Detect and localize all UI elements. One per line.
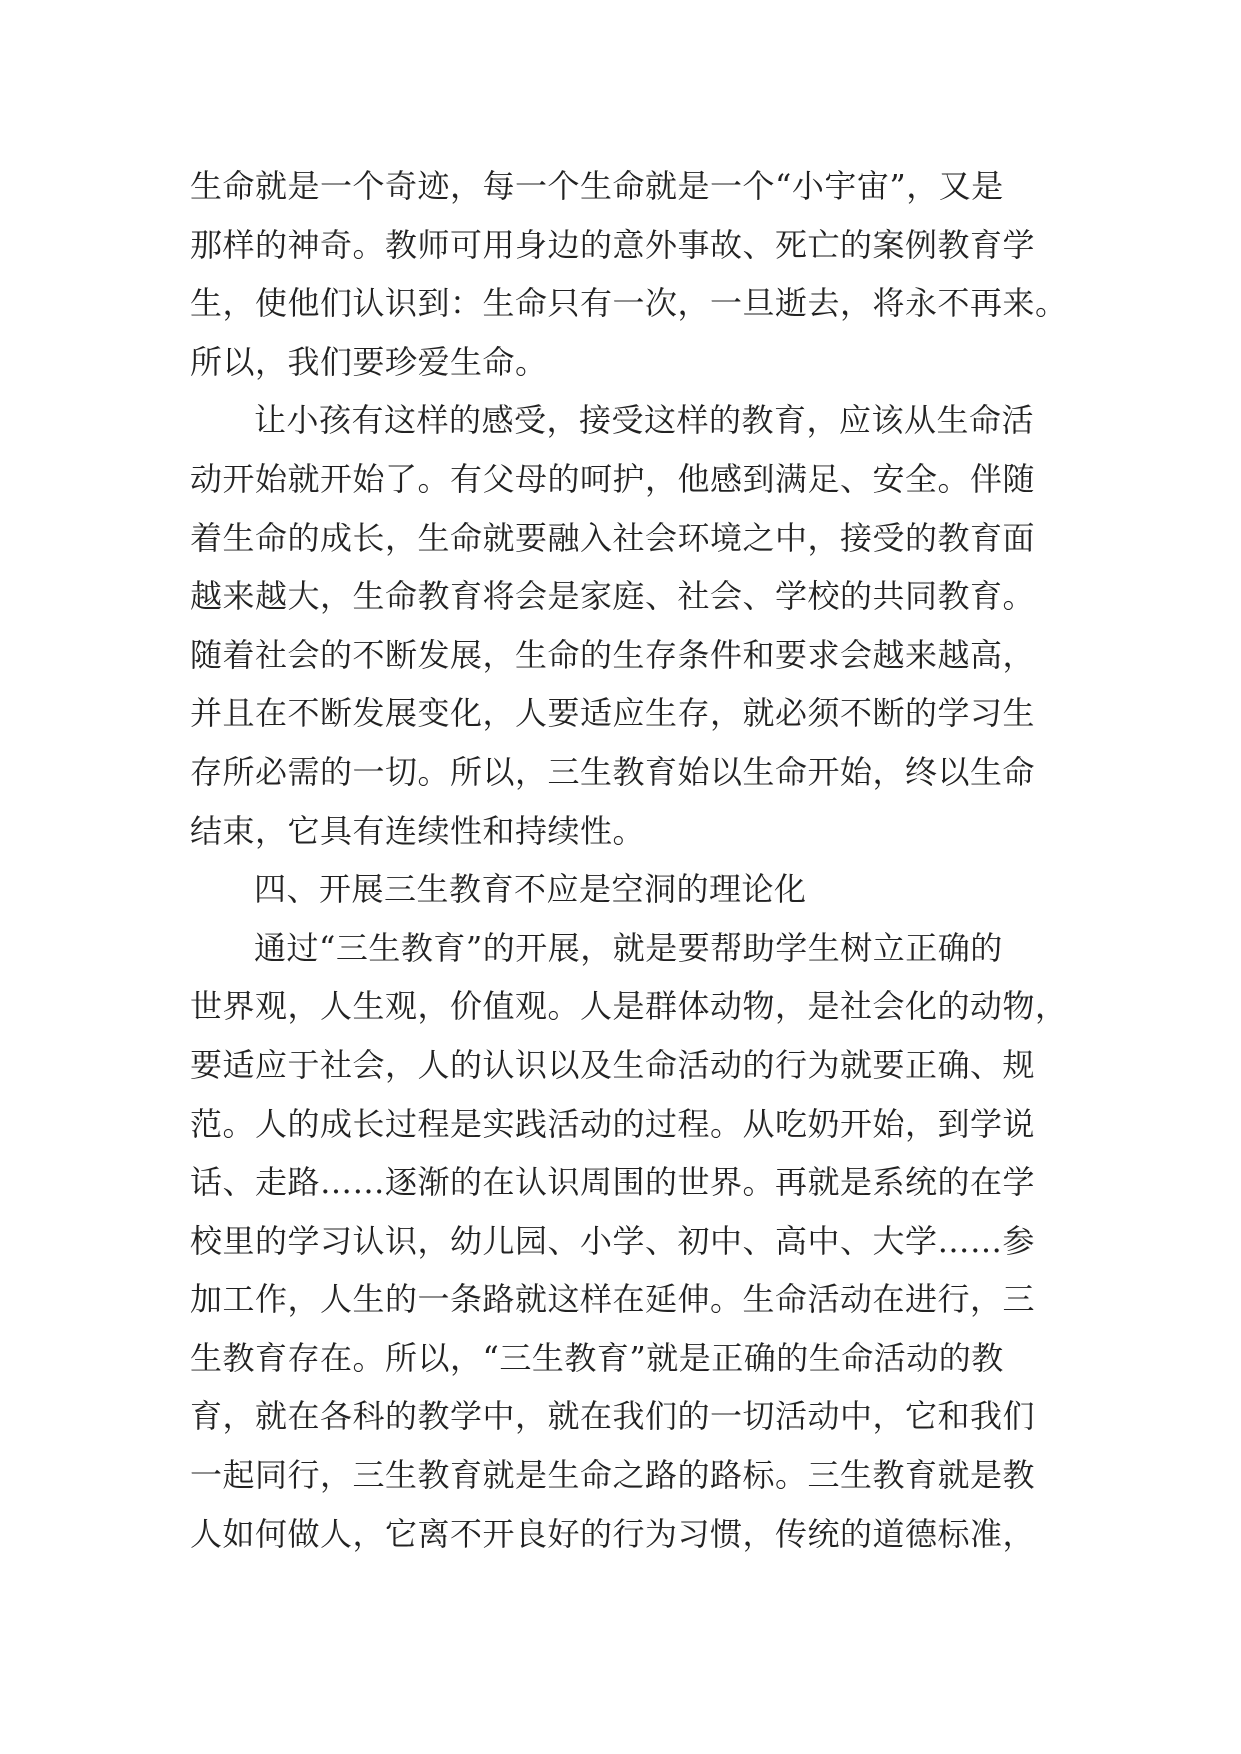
text-line: 随着社会的不断发展，生命的生存条件和要求会越来越高， bbox=[190, 635, 1036, 674]
body-text bbox=[190, 157, 1110, 1563]
text-line: 生，使他们认识到：生命只有一次，一旦逝去，将永不再来。 bbox=[190, 284, 1068, 323]
text-line: 话、走路……逐渐的在认识周围的世界。再就是系统的在学 bbox=[190, 1163, 1036, 1202]
text-line: 范。人的成长过程是实践活动的过程。从吃奶开始，到学说 bbox=[190, 1104, 1036, 1143]
text-line: 一起同行，三生教育就是生命之路的路标。三生教育就是教 bbox=[190, 1456, 1036, 1495]
text-line: 所以，我们要珍爱生命。 bbox=[190, 342, 548, 381]
text-line: 世界观，人生观，价值观。人是群体动物，是社会化的动物， bbox=[190, 987, 1068, 1026]
text-line: 并且在不断发展变化，人要适应生存，就必须不断的学习生 bbox=[190, 694, 1036, 733]
text-line: 那样的神奇。教师可用身边的意外事故、死亡的案例教育学 bbox=[190, 225, 1036, 264]
text-line: 人如何做人，它离不开良好的行为习惯，传统的道德标准， bbox=[190, 1514, 1036, 1553]
text-line: 加工作，人生的一条路就这样在延伸。生命活动在进行，三 bbox=[190, 1280, 1036, 1319]
text-line: 着生命的成长，生命就要融入社会环境之中，接受的教育面 bbox=[190, 518, 1036, 557]
text-line: 生教育存在。所以，“三生教育”就是正确的生命活动的教 bbox=[190, 1338, 1004, 1377]
text-line: 存所必需的一切。所以，三生教育始以生命开始，终以生命 bbox=[190, 752, 1036, 791]
paragraph-first-line: 通过“三生教育”的开展，就是要帮助学生树立正确的 bbox=[254, 928, 1003, 967]
text-line: 结束，它具有连续性和持续性。 bbox=[190, 811, 646, 850]
text-line: 越来越大，生命教育将会是家庭、社会、学校的共同教育。 bbox=[190, 577, 1036, 616]
text-line: 动开始就开始了。有父母的呵护，他感到满足、安全。伴随 bbox=[190, 459, 1036, 498]
text-line: 要适应于社会，人的认识以及生命活动的行为就要正确、规 bbox=[190, 1045, 1036, 1084]
text-line: 生命就是一个奇迹，每一个生命就是一个“小宇宙”，又是 bbox=[190, 167, 1004, 205]
paragraph-first-line: 让小孩有这样的感受，接受这样的教育，应该从生命活 bbox=[254, 401, 1035, 440]
text-line: 校里的学习认识，幼儿园、小学、初中、高中、大学……参 bbox=[190, 1221, 1036, 1260]
text-line: 育，就在各科的教学中，就在我们的一切活动中，它和我们 bbox=[190, 1397, 1036, 1436]
section-heading: 四、开展三生教育不应是空洞的理论化 bbox=[254, 870, 807, 909]
